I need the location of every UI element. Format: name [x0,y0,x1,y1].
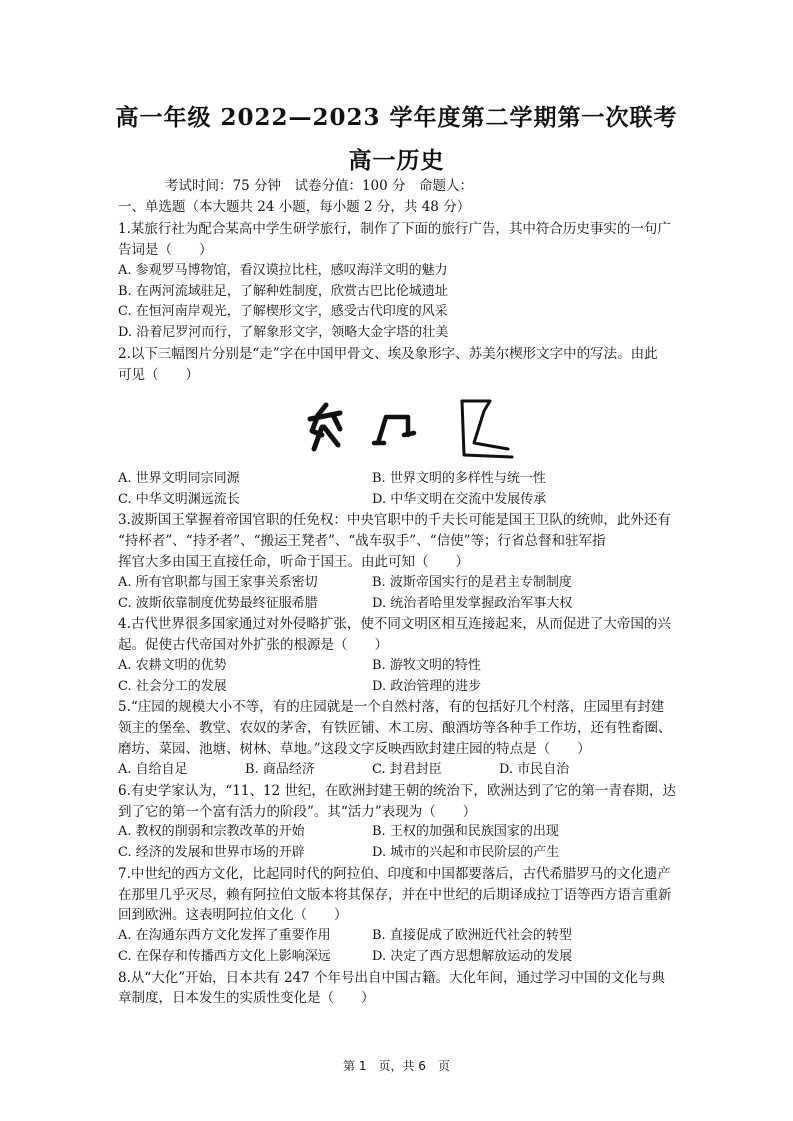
q6-option-a: A. 教权的削弱和宗教改革的开始 [118,824,305,839]
q4-option-b: B. 游牧文明的特性 [372,658,481,673]
q3-stem-line: 挥官大多由国王直接任命，听命于国王。由此可知（ ） [118,554,469,570]
q5-option-c: C. 封君封臣 [372,762,442,777]
q2-stem-line: 可见（ ） [118,367,199,383]
q5-stem-line: 5.“庄园的规模大小不等，有的庄园就是一个自然村落，有的包括好几个村落，庄园里有封建 [118,699,665,715]
q1-option-d: D. 沿着尼罗河而行，了解象形文字，领略大金字塔的壮美 [118,325,449,340]
egyptian-hieroglyph-zou-glyph [374,417,414,443]
q5-stem-line: 磨坊、菜园、池塘、树林、草地。”这段文字反映西欧封建庄园的特点是（ ） [118,741,591,757]
q3-option-d: D. 统治者哈里发掌握政治军事大权 [372,596,573,611]
q3-option-c: C. 波斯依靠制度优势最终征服希腊 [118,596,318,611]
q6-stem-line: 到了它的第一个富有活力的阶段”。其“活力”表现为（ ） [118,804,477,820]
q4-option-d: D. 政治管理的进步 [372,679,482,694]
q7-stem-line: 回到欧洲。这表明阿拉伯文化（ ） [118,907,348,923]
q7-option-a: A. 在沟通东西方文化发挥了重要作用 [118,928,331,943]
exam-info: 考试时间：75 分钟 试卷分值：100 分 命题人： [165,178,474,194]
q3-option-a: A. 所有官职都与国王家事关系密切 [118,575,318,590]
q4-stem-line: 起。促使古代帝国对外扩张的根源是（ ） [118,637,388,653]
q7-option-c: C. 在保存和传播西方文化上影响深远 [118,949,331,964]
q7-option-b: B. 直接促成了欧洲近代社会的转型 [372,928,572,943]
q5-option-d: D. 市民自治 [499,762,570,777]
q5-stem-line: 领主的堡垒、教堂、农奴的茅舍，有铁匠铺、木工房、酿酒坊等各种手工作坊，还有牲畜圈、 [118,720,672,736]
q7-stem-line: 在那里几乎灭尽，赖有阿拉伯文版本将其保存，并在中世纪的后期译成拉丁语等西方语言重新 [118,887,672,903]
q8-stem-line: 章制度，日本发生的实质性变化是（ ） [118,990,375,1006]
q8-stem-line: 8.从“大化”开始，日本共有 247 个年号出自中国古籍。大化年间，通过学习中国的文化与典 [118,970,666,986]
q3-stem-line: 3.波斯国王掌握着帝国官职的任免权：中央官职中的千夫长可能是国王卫队的统帅，此外还有 [118,512,671,528]
q6-option-d: D. 城市的兴起和市民阶层的产生 [372,845,560,860]
q6-option-b: B. 王权的加强和民族国家的出现 [372,824,559,839]
oracle-bone-zou-glyph [310,405,340,449]
q2-stem-line: 2.以下三幅图片分别是“走”字在中国甲骨文、埃及象形字、苏美尔楔形文字中的写法。由此 [118,346,658,362]
q3-option-b: B. 波斯帝国实行的是君主专制制度 [372,575,572,590]
sumerian-cuneiform-zou-glyph [462,401,512,457]
q7-stem-line: 7.中世纪的西方文化，比起同时代的阿拉伯、印度和中国都要落后，古代希腊罗马的文化遗产 [118,866,671,882]
exam-title: 高一年级 2022—2023 学年度第二学期第一次联考 [115,104,678,131]
q2-option-b: B. 世界文明的多样性与统一性 [372,471,546,486]
q1-option-c: C. 在恒河南岸观光，了解楔形文字，感受古代印度的风采 [118,304,448,319]
q1-stem-line: 告词是（ ） [118,242,213,258]
exam-subject: 高一历史 [348,147,445,174]
q1-option-a: A. 参观罗马博物馆，看汉谟拉比柱，感叹海洋文明的魅力 [118,263,448,278]
q4-stem-line: 4.古代世界很多国家通过对外侵略扩张，使不同文明区相互连接起来，从而促进了大帝国的兴 [118,616,671,632]
q5-option-a: A. 自给自足 [118,762,188,777]
section-heading: 一、单选题（本大题共 24 小题，每小题 2 分，共 48 分） [118,199,471,215]
q2-option-a: A. 世界文明同宗同源 [118,471,240,486]
q2-option-c: C. 中华文明渊远流长 [118,492,240,507]
q1-stem-line: 1.某旅行社为配合某高中学生研学旅行，制作了下面的旅行广告，其中符合历史事实的一句广 [118,221,671,237]
q6-stem-line: 6.有史学家认为，“11、12 世纪，在欧洲封建王朝的统治下，欧洲达到了它的第一青春期，达 [118,783,676,799]
q5-option-b: B. 商品经济 [245,762,315,777]
page-number: 第 1 页，共 6 页 [343,1059,450,1073]
q1-option-b: B. 在两河流域驻足，了解种姓制度，欣赏古巴比伦城遗址 [118,284,448,299]
q6-option-c: C. 经济的发展和世界市场的开辟 [118,845,305,860]
q2-option-d: D. 中华文明在交流中发展传承 [372,492,547,507]
q7-option-d: D. 决定了西方思想解放运动的发展 [372,949,573,964]
q4-option-a: A. 农耕文明的优势 [118,658,227,673]
q4-option-c: C. 社会分工的发展 [118,679,227,694]
ancient-glyphs-figure [300,397,520,463]
q3-stem-line: “持杯者”、“持矛者”、“搬运王凳者”、“战车驭手”、“信使”等；行省总督和驻军指 [118,533,606,549]
